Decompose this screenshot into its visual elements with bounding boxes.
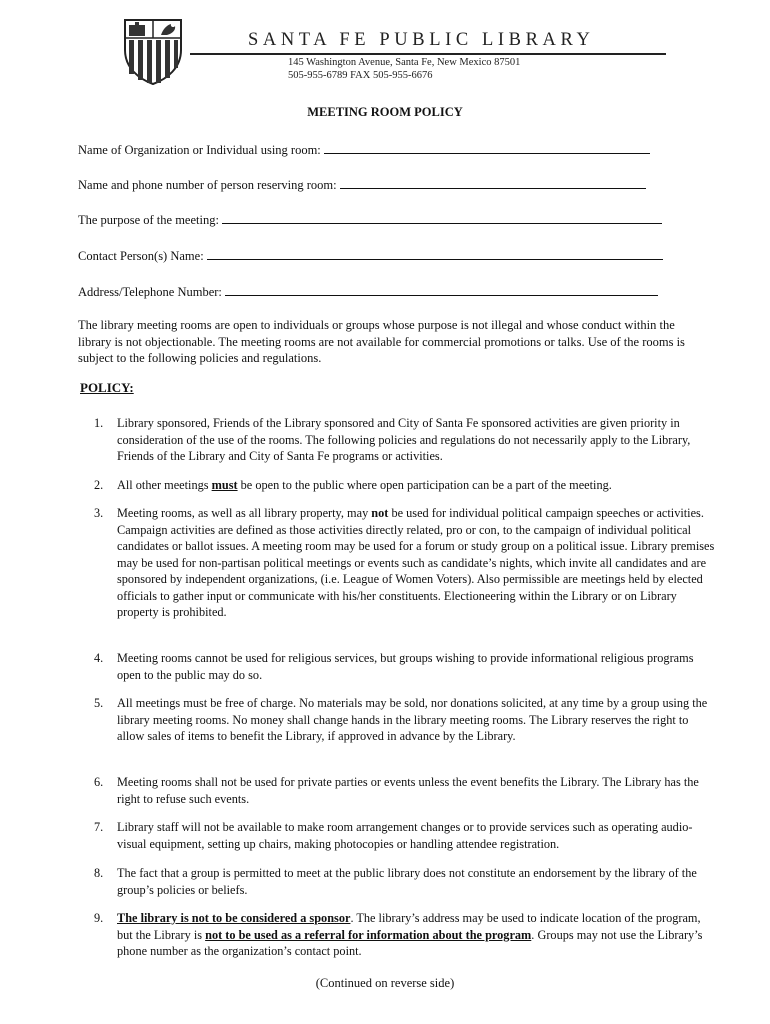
policy-item-number: 1.: [94, 416, 104, 430]
policy-item-text: [117, 477, 718, 494]
organization-field-label: Name of Organization or Individual using room:: [78, 143, 321, 157]
letterhead-rule: [190, 53, 666, 55]
policy-text-segment: Meeting rooms cannot be used for religious services, but groups wishing to provide informational religious programs open to the public may do so.: [117, 651, 694, 682]
emphasized-text: not to be used as a referral for information about the program: [205, 927, 532, 942]
policy-item: [78, 505, 718, 621]
library-crest-logo: [121, 16, 185, 86]
contact-person-field-label: Contact Person(s) Name:: [78, 249, 204, 263]
policy-item-text: [117, 865, 718, 898]
policy-item: [78, 477, 718, 494]
library-name: SANTA FE PUBLIC LIBRARY: [248, 30, 595, 50]
policy-item: [78, 415, 718, 465]
contact-person-field: [78, 248, 663, 264]
policy-item-number: 4.: [94, 651, 104, 665]
policy-text-segment: The fact that a group is permitted to meet at the public library does not constitute an endorsement by the library of the group’s policies or beliefs.: [117, 866, 697, 897]
reserver-field-blank[interactable]: [340, 177, 646, 189]
policy-item-number: 6.: [94, 775, 104, 789]
library-phone-fax: 505-955-6789 FAX 505-955-6676: [288, 70, 433, 81]
organization-field: [78, 142, 650, 158]
policy-text-segment: be open to the public where open participation can be a part of the meeting.: [237, 478, 612, 492]
contact-person-field-blank[interactable]: [207, 248, 663, 260]
emphasized-text: must: [211, 478, 238, 492]
policy-text-segment: . Groups may not use the Library’s phone number as the organization’s contact point.: [117, 927, 703, 958]
reserver-field-label: Name and phone number of person reserving room:: [78, 178, 337, 192]
purpose-field: [78, 212, 662, 228]
policy-text-segment: be used for individual political campaign speeches or activities. Campaign activities are defined as those activities directly related, pro or con, to the campaign of individual political candidates or ballot issues. A meeting room may be used for a forum or study group on a political issue. Library premises may be used for non-partisan political meetings or events such as candidate’s nights, which invite all candidates and are sponsored by independent organizations, (i.e. League of Women Voters). Also permissible are meetings held by elected officials to gather input or communicate with his/her constituents. Electioneering within the Library or on Library property is prohibited.: [117, 506, 715, 619]
policy-text-segment: Meeting rooms shall not be used for private parties or events unless the event benefits the Library. The Library has the right to refuse such events.: [117, 775, 699, 806]
policy-heading: POLICY:: [80, 380, 134, 395]
address-phone-field-label: Address/Telephone Number:: [78, 285, 222, 299]
policy-text-segment: All other meetings: [117, 478, 212, 492]
emphasized-text: The library is not to be considered a sponsor: [117, 911, 351, 925]
policy-item-number: 7.: [94, 820, 104, 834]
policy-item-number: 2.: [94, 478, 104, 492]
address-phone-field: [78, 284, 658, 300]
policy-item-text: [117, 819, 718, 852]
policy-item-text: [117, 774, 718, 807]
purpose-field-label: The purpose of the meeting:: [78, 213, 219, 227]
policy-text-segment: All meetings must be free of charge. No materials may be sold, nor donations solicited, at any time by a group using the library meeting rooms. No money shall change hands in the library meeting rooms. The Library reserves the right to allow sales of items to benefit the Library, if approved in advance by the Library.: [117, 696, 708, 743]
policy-item: [78, 819, 718, 852]
emphasized-text: not: [371, 506, 389, 520]
policy-item-number: 9.: [94, 911, 104, 925]
policy-item: [78, 650, 718, 683]
policy-item: [78, 910, 718, 960]
organization-field-blank[interactable]: [324, 142, 650, 154]
policy-item-number: 5.: [94, 696, 104, 710]
policy-text-segment: Library staff will not be available to make room arrangement changes or to provide services such as operating audio-visual equipment, setting up chairs, making photocopies or handling attendee registration.: [117, 820, 693, 851]
policy-text-segment: Library sponsored, Friends of the Library sponsored and City of Santa Fe sponsored activities are given priority in consideration of the use of the rooms. The following policies and regulations do not necessarily apply to the Library, Friends of the Library and City of Santa Fe programs or activities.: [117, 416, 691, 463]
policy-text-segment: Meeting rooms, as well as all library property, may: [117, 506, 372, 520]
policy-item-text: [117, 415, 718, 465]
library-address: 145 Washington Avenue, Santa Fe, New Mexico 87501: [288, 57, 521, 68]
address-phone-field-blank[interactable]: [225, 284, 658, 296]
policy-text-segment: . The library’s address may be used to indicate location of the program, but the Library is: [117, 911, 701, 942]
policy-item-number: 3.: [94, 506, 104, 520]
policy-item: [78, 865, 718, 898]
purpose-field-blank[interactable]: [222, 212, 662, 224]
policy-item: [78, 774, 718, 807]
intro-paragraph: The library meeting rooms are open to individuals or groups whose purpose is not illegal and whose conduct within the library is not objectionable. The meeting rooms are not available for commercial promotions or talks. Use of the rooms is subject to the following policies and regulations.: [78, 318, 685, 365]
policy-item-text: [117, 910, 718, 960]
document-title: MEETING ROOM POLICY: [307, 105, 463, 119]
policy-item-text: [117, 650, 718, 683]
reserver-field: [78, 177, 646, 193]
policy-item-text: [117, 695, 718, 745]
policy-item-number: 8.: [94, 866, 104, 880]
policy-item-text: [117, 505, 718, 621]
continued-note: (Continued on reverse side): [315, 976, 455, 990]
policy-item: [78, 695, 718, 745]
